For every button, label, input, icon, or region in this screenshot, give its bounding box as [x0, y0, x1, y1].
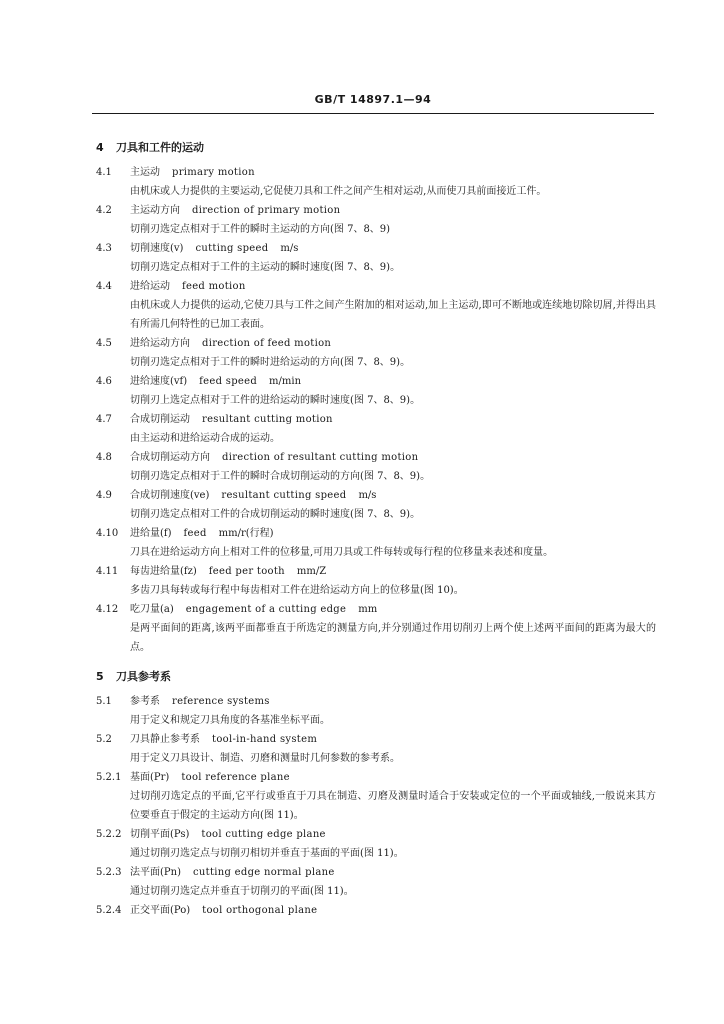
clause-number: 4.11	[96, 566, 119, 577]
term-entry	[96, 692, 656, 730]
clause-number: 4.1	[96, 167, 112, 178]
term-definition: 通过切削刃选定点与切削刃相切并垂直于基面的平面(图 11)。	[130, 848, 404, 859]
term-chinese: 进给量(f)	[130, 528, 172, 539]
clause-number: 4.4	[96, 281, 112, 292]
section-number: 5	[96, 670, 104, 683]
term-line	[96, 825, 656, 844]
term-chinese: 切削速度(v)	[130, 243, 184, 254]
clause-number: 4.12	[96, 604, 119, 615]
term-entry	[96, 863, 656, 901]
term-english: feed	[183, 528, 207, 539]
term-entry	[96, 524, 656, 562]
term-entry	[96, 239, 656, 277]
term-chinese: 切削平面(Ps)	[130, 829, 190, 840]
clause-number: 4.2	[96, 205, 112, 216]
term-chinese: 合成切削速度(ve)	[130, 490, 210, 501]
term-definition: 切削刃选定点相对于工件的瞬时主运动的方向(图 7、8、9)	[130, 224, 391, 235]
clause-number: 4.5	[96, 338, 112, 349]
term-definition: 是两平面间的距离,该两平面都垂直于所选定的测量方向,并分别通过作用切削刃上两个使上述两平面间的距离为最大的点。	[130, 623, 656, 653]
term-line	[96, 448, 656, 467]
term-definition: 通过切削刃选定点并垂直于切削刃的平面(图 11)。	[130, 886, 354, 897]
term-english: tool cutting edge plane	[201, 829, 326, 840]
term-definition: 切削刃上选定点相对于工件的进给运动的瞬时速度(图 7、8、9)。	[130, 395, 421, 406]
term-entry	[96, 486, 656, 524]
clause-number: 5.2.1	[96, 772, 122, 783]
term-entry	[96, 600, 656, 657]
term-chinese: 合成切削运动	[130, 414, 190, 425]
term-english: tool-in-hand system	[212, 734, 318, 745]
clause-number: 4.3	[96, 243, 112, 254]
term-definition: 由机床或人力提供的运动,它使刀具与工件之间产生附加的相对运动,加上主运动,即可不断地或连续地切除切屑,并得出具有所需几何特性的已加工表面。	[130, 300, 656, 330]
term-chinese: 进给速度(vf)	[130, 376, 188, 387]
header-rule	[92, 113, 654, 114]
section-title: 刀具和工件的运动	[116, 141, 204, 154]
term-definition: 多齿刀具每转或每行程中每齿相对工件在进给运动方向上的位移量(图 10)。	[130, 585, 464, 596]
term-line	[96, 562, 656, 581]
term-unit: mm/r(行程)	[218, 528, 274, 539]
term-definition: 用于定义和规定刀具角度的各基准坐标平面。	[130, 715, 330, 726]
term-english: cutting speed	[195, 243, 269, 254]
term-definition: 切削刃选定点相对于工件的主运动的瞬时速度(图 7、8、9)。	[130, 262, 401, 273]
clause-number: 5.2.3	[96, 867, 122, 878]
term-chinese: 主运动方向	[130, 205, 180, 216]
term-chinese: 刀具静止参考系	[130, 734, 200, 745]
term-chinese: 法平面(Pn)	[130, 867, 181, 878]
clause-number: 4.6	[96, 376, 112, 387]
term-unit: mm/Z	[296, 566, 327, 577]
term-unit: m/s	[280, 243, 299, 254]
clause-number: 5.2.2	[96, 829, 122, 840]
term-entry	[96, 448, 656, 486]
term-definition: 由主运动和进给运动合成的运动。	[130, 433, 280, 444]
term-chinese: 每齿进给量(fz)	[130, 566, 197, 577]
term-entry	[96, 730, 656, 768]
term-entry	[96, 825, 656, 863]
term-definition: 切削刃选定点相对工件的合成切削运动的瞬时速度(图 7、8、9)。	[130, 509, 421, 520]
clause-number: 5.2.4	[96, 905, 122, 916]
clause-number: 4.9	[96, 490, 112, 501]
term-english: cutting edge normal plane	[192, 867, 335, 878]
term-english: feed motion	[182, 281, 246, 292]
term-english: primary motion	[172, 167, 255, 178]
term-chinese: 正交平面(Po)	[130, 905, 191, 916]
term-unit: m/min	[269, 376, 302, 387]
term-definition: 切削刃选定点相对于工件的瞬时合成切削运动的方向(图 7、8、9)。	[130, 471, 431, 482]
clause-number: 5.1	[96, 696, 112, 707]
term-definition: 刀具在进给运动方向上相对工件的位移量,可用刀具或工件每转或每行程的位移量来表述和度量。	[130, 547, 554, 558]
clause-number: 5.2	[96, 734, 112, 745]
clause-number: 4.7	[96, 414, 112, 425]
term-english: direction of resultant cutting motion	[222, 452, 419, 463]
term-english: feed speed	[199, 376, 258, 387]
term-chinese: 参考系	[130, 696, 160, 707]
term-chinese: 合成切削运动方向	[130, 452, 210, 463]
term-english: tool reference plane	[181, 772, 290, 783]
term-line	[96, 277, 656, 296]
term-line	[96, 334, 656, 353]
term-english: feed per tooth	[208, 566, 285, 577]
term-chinese: 进给运动	[130, 281, 170, 292]
term-line	[96, 163, 656, 182]
term-line	[96, 239, 656, 258]
term-line	[96, 863, 656, 882]
term-line	[96, 372, 656, 391]
term-unit: m/s	[358, 490, 377, 501]
term-unit: mm	[358, 604, 378, 615]
term-entry	[96, 562, 656, 600]
term-line	[96, 692, 656, 711]
section-number: 4	[96, 141, 104, 154]
term-english: reference systems	[172, 696, 270, 707]
term-definition: 由机床或人力提供的主要运动,它促使刀具和工件之间产生相对运动,从而使刀具前面接近工件。	[130, 186, 547, 197]
term-entry	[96, 334, 656, 372]
term-chinese: 吃刀量(a)	[130, 604, 174, 615]
term-line	[96, 410, 656, 429]
term-english: direction of primary motion	[192, 205, 341, 216]
section-heading	[96, 138, 656, 157]
section-title: 刀具参考系	[116, 670, 171, 683]
term-definition: 用于定义刀具设计、制造、刃磨和测量时几何参数的参考系。	[130, 753, 400, 764]
section-heading	[96, 667, 656, 686]
term-chinese: 基面(Pr)	[130, 772, 170, 783]
term-english: resultant cutting speed	[221, 490, 347, 501]
term-english: resultant cutting motion	[202, 414, 333, 425]
term-line	[96, 730, 656, 749]
term-english: direction of feed motion	[202, 338, 332, 349]
term-line	[96, 486, 656, 505]
clause-number: 4.10	[96, 528, 119, 539]
term-line	[96, 201, 656, 220]
term-line	[96, 901, 656, 920]
term-entry	[96, 163, 656, 201]
term-chinese: 主运动	[130, 167, 160, 178]
term-english: tool orthogonal plane	[202, 905, 318, 916]
term-definition: 过切削刃选定点的平面,它平行或垂直于刀具在制造、刃磨及测量时适合于安装或定位的一个平面或轴线,一般说来其方位要垂直于假定的主运动方向(图 11)。	[130, 791, 656, 821]
term-entry	[96, 277, 656, 334]
term-entry	[96, 768, 656, 825]
clause-number: 4.8	[96, 452, 112, 463]
section-gap	[96, 657, 656, 667]
term-entry	[96, 372, 656, 410]
term-chinese: 进给运动方向	[130, 338, 190, 349]
term-entry	[96, 410, 656, 448]
term-entry	[96, 901, 656, 920]
term-definition: 切削刃选定点相对于工件的瞬时进给运动的方向(图 7、8、9)。	[130, 357, 411, 368]
term-entry	[96, 201, 656, 239]
page-header: GB/T 14897.1—94	[314, 93, 432, 106]
term-line	[96, 524, 656, 543]
term-line	[96, 600, 656, 619]
document-body	[96, 138, 656, 920]
term-line	[96, 768, 656, 787]
term-english: engagement of a cutting edge	[185, 604, 347, 615]
